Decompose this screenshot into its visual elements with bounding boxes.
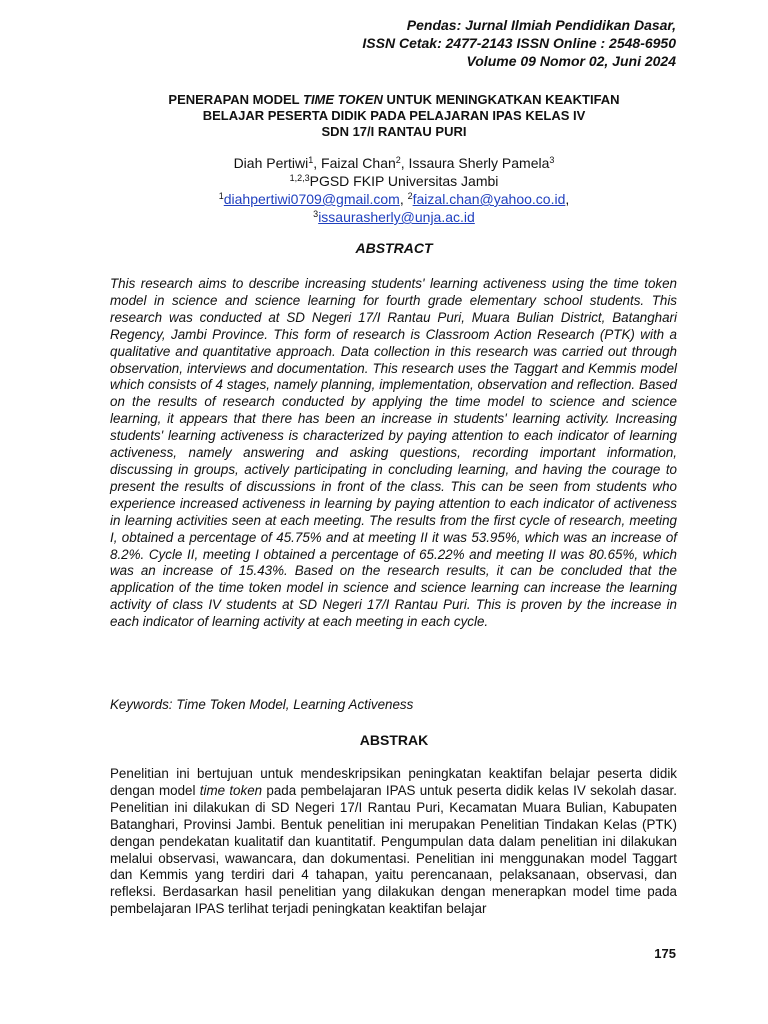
keywords: Keywords: Time Token Model, Learning Activeness	[110, 697, 414, 712]
abstract-body: This research aims to describe increasing students' learning activeness using the time token model in science and science learning for fourth grade elementary school students. This research was conducted at SD Negeri 17/I Rantau Puri, Muara Bulian District, Batanghari Regency, Jambi Province. This form of research is Classroom Action Research (PTK) with a qualitative and quantitative approach. Data collection in this research was carried out through observation, interviews and documentation. This research uses the Taggart and Kemmis model which consists of 4 stages, namely planning, implementation, observation and reflection. Based on the results of research conducted by applying the time model to science and science learning, it appears that there has been an increase in students' learning activity. Increasing students' learning activeness is characterized by paying attention to each indicator of learning activeness, namely answering and asking questions, recording important information, discussing in groups, actively participating in concluding learning, and having the courage to present the results of discussions in front of the class. This can be seen from students who experience increased activeness in learning by paying attention to each indicator of activeness in learning activities seen at each meeting. The results from the first cycle of research, meeting I, obtained a percentage of 45.75% and at meeting II it was 53.95%, which was an increase of 8.2%. Cycle II, meeting I obtained a percentage of 65.22% and meeting II was 80.65%, which was an increase of 15.43%. Based on the research results, it can be concluded that the application of the time token model in science and science learning can increase the learning activity of class IV students at SD Negeri 17/I Rantau Puri. This is proven by the increase in each indicator of learning activity at each meeting in each cycle.	[110, 276, 677, 630]
abstrak-heading: ABSTRAK	[359, 732, 429, 748]
page-number: 175	[654, 946, 676, 961]
email-link-2[interactable]: faizal.chan@yahoo.co.id	[412, 191, 566, 207]
email-link-3[interactable]: issaurasherly@unja.ac.id	[318, 209, 475, 225]
author-emails-line2: $^3$issaurasherly@unja.ac.id	[313, 209, 475, 225]
author-emails-line1: $^1$diahpertiwi0709@gmail.com, $^2$faizal.chan@yahoo.co.id,	[218, 191, 570, 207]
author-names: Diah Pertiwi$^1$, Faizal Chan$^2$, Issaura Sherly Pamela$^3$	[233, 155, 555, 171]
email-link-1[interactable]: diahpertiwi0709@gmail.com	[223, 191, 400, 207]
paper-title: PENERAPAN MODEL TIME TOKEN UNTUK MENINGKATKAN KEAKTIFAN BELAJAR PESERTA DIDIK PADA PELAJARAN IPAS KELAS IV SDN 17/I RANTAU PURI	[168, 92, 620, 139]
author-block	[100, 154, 688, 226]
journal-header	[362, 16, 676, 70]
journal-name: Pendas: Jurnal Ilmiah Pendidikan Dasar,	[406, 17, 676, 33]
title-italic: TIME TOKEN	[303, 92, 383, 107]
journal-issn: ISSN Cetak: 2477-2143 ISSN Online : 2548-6950	[362, 35, 676, 51]
journal-volume: Volume 09 Nomor 02, Juni 2024	[466, 53, 676, 69]
abstrak-body: Penelitian ini bertujuan untuk mendeskripsikan peningkatan keaktifan belajar peserta didik dengan model time token pada pembelajaran IPAS untuk peserta didik kelas IV sekolah dasar. Penelitian ini dilakukan di SD Negeri 17/I Rantau Puri, Kecamatan Muara Bulian, Kabupaten Batanghari, Provinsi Jambi. Bentuk penelitian ini merupakan Penelitian Tindakan Kelas (PTK) dengan pendekatan kualitatif dan kuantitatif. Pengumpulan data dalam penelitian ini dilakukan melalui observasi, wawancara, dan dokumentasi. Penelitian ini menggunakan model Taggart dan Kemmis yang terdiri dari 4 tahapan, yaitu perencanaan, pelaksanaan, observasi, dan refleksi. Berdasarkan hasil penelitian yang dilakukan dengan menerapkan model time pada pembelajaran IPAS terlihat terjadi peningkatan keaktifan belajar	[110, 766, 677, 917]
author-affiliation: $^{1,2,3}$PGSD FKIP Universitas Jambi	[289, 173, 499, 189]
abstract-heading: ABSTRACT	[355, 240, 433, 256]
